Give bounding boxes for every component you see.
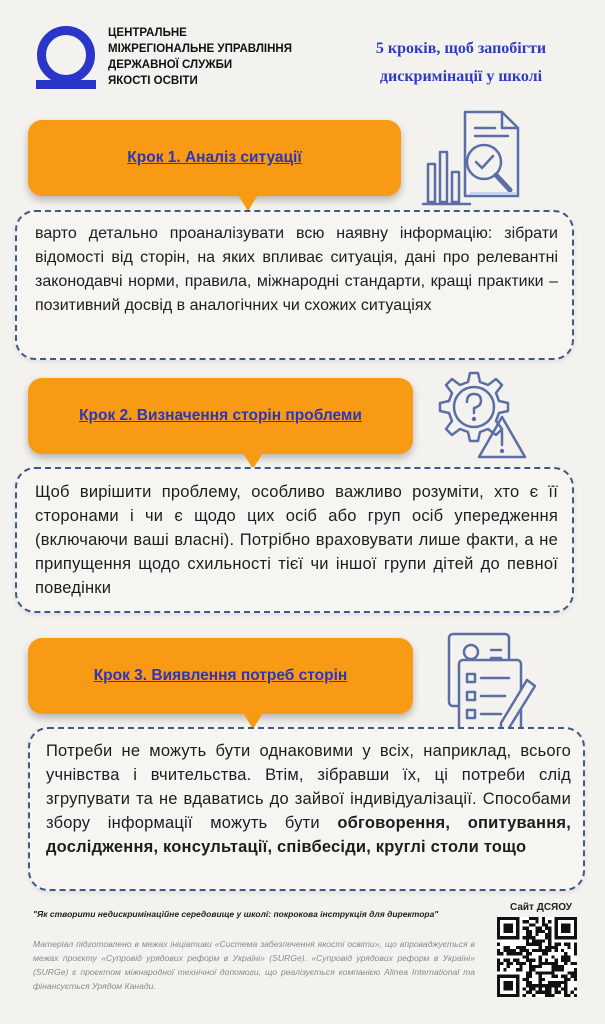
- step-3-description-text: Потреби не можуть бути однаковими у всіх, наприклад, всього учнівства і вчительства. Втім, зібравши їх, ці потреби слід згрупувати та не вдаватись до зайвої індивідуалізації. Способами збору інформації можуть бути: [46, 742, 571, 832]
- org-line: ЦЕНТРАЛЬНЕ: [108, 27, 187, 39]
- document-title: [330, 35, 592, 91]
- step-2-description: Щоб вирішити проблему, особливо важливо розуміти, хто є її сторонами і чи є щодо цих осіб або груп осіб упередження (включаючи ваші власні). Потрібно враховувати лише факти, а не припущення щодо схильності тієї чи іншої групи дітей до певної поведінки: [35, 483, 558, 597]
- source-quote: "Як створити недискримінаційне середовище у школі: покрокова інструкція для директора": [33, 909, 439, 919]
- step-3-title: Крок 3. Виявлення потреб сторін: [93, 667, 348, 684]
- title-line: дискримінації у школі: [379, 68, 543, 85]
- step-2-description-box: [15, 467, 574, 613]
- title-line: 5 кроків, щоб запобігти: [375, 40, 547, 57]
- step-1-title: Крок 1. Аналіз ситуації: [127, 149, 302, 166]
- qr-code-icon[interactable]: [497, 917, 577, 997]
- organization-name: [108, 25, 338, 89]
- gear-question-warning-icon: [430, 365, 535, 465]
- step-1-description-box: [15, 210, 574, 360]
- org-line: ДЕРЖАВНОЇ СЛУЖБИ: [108, 59, 233, 71]
- header: [0, 0, 605, 110]
- logo-ring-icon: [37, 26, 95, 84]
- org-line: ЯКОСТІ ОСВІТИ: [108, 75, 198, 87]
- step-2-title: Крок 2. Визначення сторін проблеми: [79, 407, 362, 424]
- step-3-methods: обговорення, опитування, дослідження, консультації, співбесіди, круглі столи тощо: [46, 814, 571, 856]
- profile-checklist-pencil-icon: [435, 630, 540, 740]
- step-2-label: [28, 378, 413, 454]
- document-chart-magnifier-icon: [420, 104, 530, 214]
- step-3-description-box: [28, 727, 585, 891]
- org-line: МІЖРЕГІОНАЛЬНЕ УПРАВЛІННЯ: [108, 43, 292, 55]
- site-label: Сайт ДСЯОУ: [509, 902, 572, 913]
- step-1-label: [28, 120, 401, 196]
- step-3-description: [30, 729, 583, 859]
- step-3-label: [28, 638, 413, 714]
- step-1-description: варто детально проаналізувати всю наявну інформацію: зібрати відомості від сторін, на яких впливає ситуація, дані про релевантні законодавчі норми, правила, міжнародні стандарти, кращі практики – позитивний досвід в аналогічних чи схожих ситуаціях: [35, 225, 558, 314]
- logo-bar-icon: [36, 80, 96, 89]
- funding-note: Матеріал підготовлено в межах ініціативи «Система забезпечення якості освіти», що впроваджується в межах проєкту «Супровід урядових реформ в Україні» (SURGe). «Супровід урядових реформ в Україні» (SURGe) є проєктом міжнародної технічної допомоги, що реалізується компанією Alinea International та фінансується Урядом Канади.: [33, 939, 475, 991]
